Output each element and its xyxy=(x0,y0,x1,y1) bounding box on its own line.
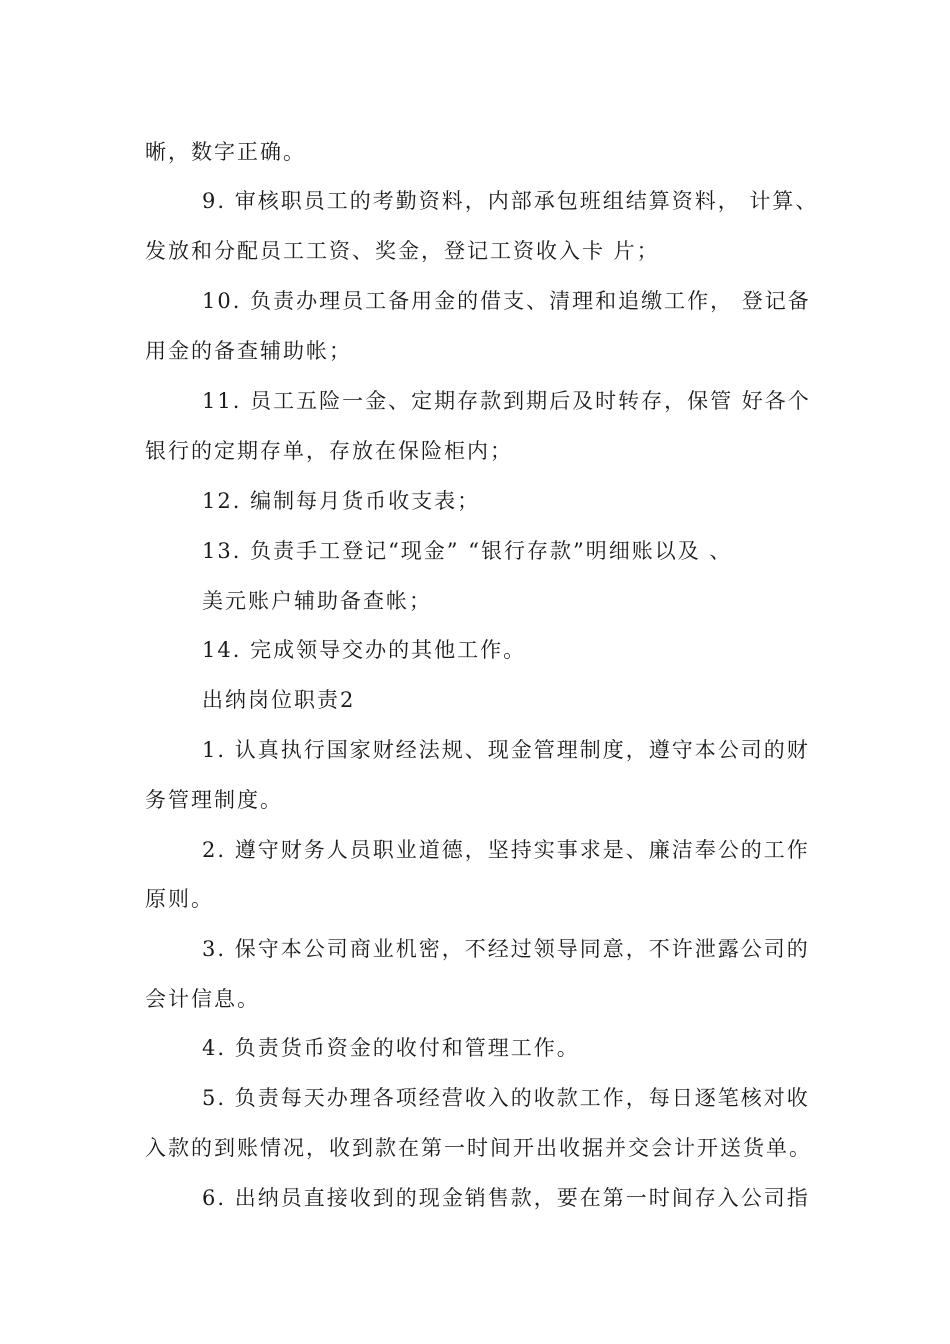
text-line: 2. 遵守财务人员职业道德，坚持实事求是、廉洁奉公的工作 xyxy=(202,838,810,862)
text-line: 14. 完成领导交办的其他工作。 xyxy=(202,638,527,662)
text-line: 会计信息。 xyxy=(145,987,260,1011)
text-line: 9. 审核职员工的考勤资料，内部承包班组结算资料， 计算、 xyxy=(202,189,819,213)
text-line: 11. 员工五险一金、定期存款到期后及时转存，保管 好各个 xyxy=(202,389,811,413)
text-line: 务管理制度。 xyxy=(145,788,283,812)
text-line: 发放和分配员工工资、奖金，登记工资收入卡 片； xyxy=(145,239,660,263)
text-line: 12. 编制每月货币收支表； xyxy=(202,489,481,513)
text-line: 晰，数字正确。 xyxy=(145,140,306,164)
text-line: 美元账户辅助备查帐； xyxy=(202,589,432,613)
text-line: 10. 负责办理员工备用金的借支、清理和追缴工作， 登记备 xyxy=(202,289,811,313)
text-line: 1. 认真执行国家财经法规、现金管理制度，遵守本公司的财 xyxy=(202,738,810,762)
text-line: 4. 负责货币资金的收付和管理工作。 xyxy=(202,1036,580,1060)
text-line: 原则。 xyxy=(145,887,214,911)
section-heading: 出纳岗位职责2 xyxy=(202,688,356,712)
text-line: 5. 负责每天办理各项经营收入的收款工作，每日逐笔核对收 xyxy=(202,1086,810,1110)
text-line: 用金的备查辅助帐； xyxy=(145,339,352,363)
text-line: 13. 负责手工登记“现金” “银行存款”明细账以及 、 xyxy=(202,539,733,563)
text-line: 银行的定期存单，存放在保险柜内； xyxy=(145,439,513,463)
text-line: 入款的到账情况，收到款在第一时间开出收据并交会计开送货单。 xyxy=(145,1136,812,1160)
text-line: 6. 出纳员直接收到的现金销售款，要在第一时间存入公司指 xyxy=(202,1186,810,1210)
text-line: 3. 保守本公司商业机密，不经过领导同意，不许泄露公司的 xyxy=(202,937,810,961)
